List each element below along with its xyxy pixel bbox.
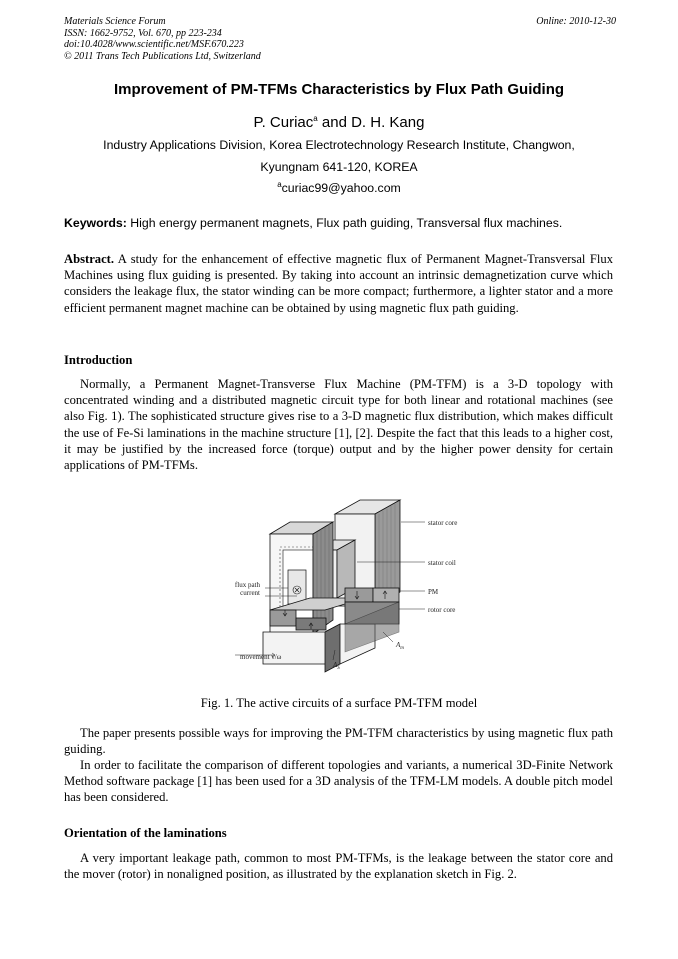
label-as: $A_S$ (333, 661, 340, 671)
section-heading-orientation: Orientation of the laminations (64, 826, 227, 840)
section-heading-introduction: Introduction (64, 353, 133, 367)
journal-name: Materials Science Forum (64, 16, 166, 27)
author-2: and D. H. Kang (317, 114, 425, 131)
label-current: current (240, 589, 260, 597)
label-pm: PM (428, 588, 439, 596)
label-am: $A_m$ (396, 641, 404, 651)
label-rotor-core: rotor core (428, 606, 456, 614)
abstract-text: A study for the enhancement of effective magnetic flux of Permanent Magnet-Transversal Flux Machines using flux guiding is presented. By taking into account an intrinsic demagnetization curve which considers the leakage flux, the stator winding can be more compact; furthermore, a lighter stator and a more efficient permanent magnet machine can be obtained by using magnetic flux path guiding. (64, 252, 613, 315)
abstract (64, 251, 613, 316)
author-email[interactable] (0, 181, 678, 195)
figure-1-pm-tfm-model (215, 492, 485, 677)
affiliation-line-1: Industry Applications Division, Korea Electrotechnology Research Institute, Changwon, (103, 138, 575, 152)
paper-title: Improvement of PM-TFMs Characteristics by Flux Path Guiding (113, 81, 565, 98)
paragraph-2: The paper presents possible ways for improving the PM-TFM characteristics by using magnetic flux path guiding. (64, 726, 613, 757)
affiliation-line-2: Kyungnam 641-120, KOREA (260, 160, 418, 174)
email-marker: a (277, 179, 282, 189)
author-1-marker: a (313, 114, 318, 123)
author-line (0, 114, 678, 131)
orientation-paragraph: A very important leakage path, common to most PM-TFMs, is the leakage between the stator core and the mover (rotor) in nonaligned position, as illustrated by the explanation sketch in Fig. 2. (64, 851, 613, 882)
doi-line[interactable]: doi:10.4028/www.scientific.net/MSF.670.223 (64, 39, 244, 50)
keywords-label: Keywords: (64, 216, 127, 230)
email-text: curiac99@yahoo.com (281, 181, 401, 195)
keywords-text: High energy permanent magnets, Flux path guiding, Transversal flux machines. (126, 216, 563, 230)
online-date: Online: 2010-12-30 (536, 16, 616, 27)
copyright-line: © 2011 Trans Tech Publications Ltd, Switzerland (64, 50, 261, 62)
abstract-label: Abstract. (64, 252, 115, 266)
label-stator-coil: stator coil (428, 559, 456, 567)
keywords (64, 216, 624, 230)
label-stator-core: stator core (428, 519, 458, 527)
figure-1-caption: Fig. 1. The active circuits of a surface PM-TFM model (200, 696, 478, 710)
label-movement: movement v/ω (240, 653, 282, 661)
author-1: P. Curiac (253, 114, 314, 131)
label-flux-path: flux path (234, 581, 260, 589)
introduction-paragraph: Normally, a Permanent Magnet-Transverse Flux Machine (PM-TFM) is a 3-D topology with concentrated winding and a distributed magnetic circuit type for both linear and rotational machines (see also Fig. 1). The sophisticated structure gives rise to a 3-D magnetic flux distribution, which makes difficult the use of Fe-Si laminations in the machine structure [1], [2]. Despite the fact that this leads to a higher cost, it may be justified by the increased force (torque) output and by the higher power density for certain applications of PM-TFMs. (64, 377, 613, 473)
journal-header (64, 16, 616, 62)
paragraph-3: In order to facilitate the comparison of different topologies and variants, a numerical 3D-Finite Network Method software package [1] has been used for a 3D analysis of the TFM-LM models. A double pitch model has been considered. (64, 758, 613, 805)
issn-line: ISSN: 1662-9752, Vol. 670, pp 223-234 (64, 27, 222, 39)
